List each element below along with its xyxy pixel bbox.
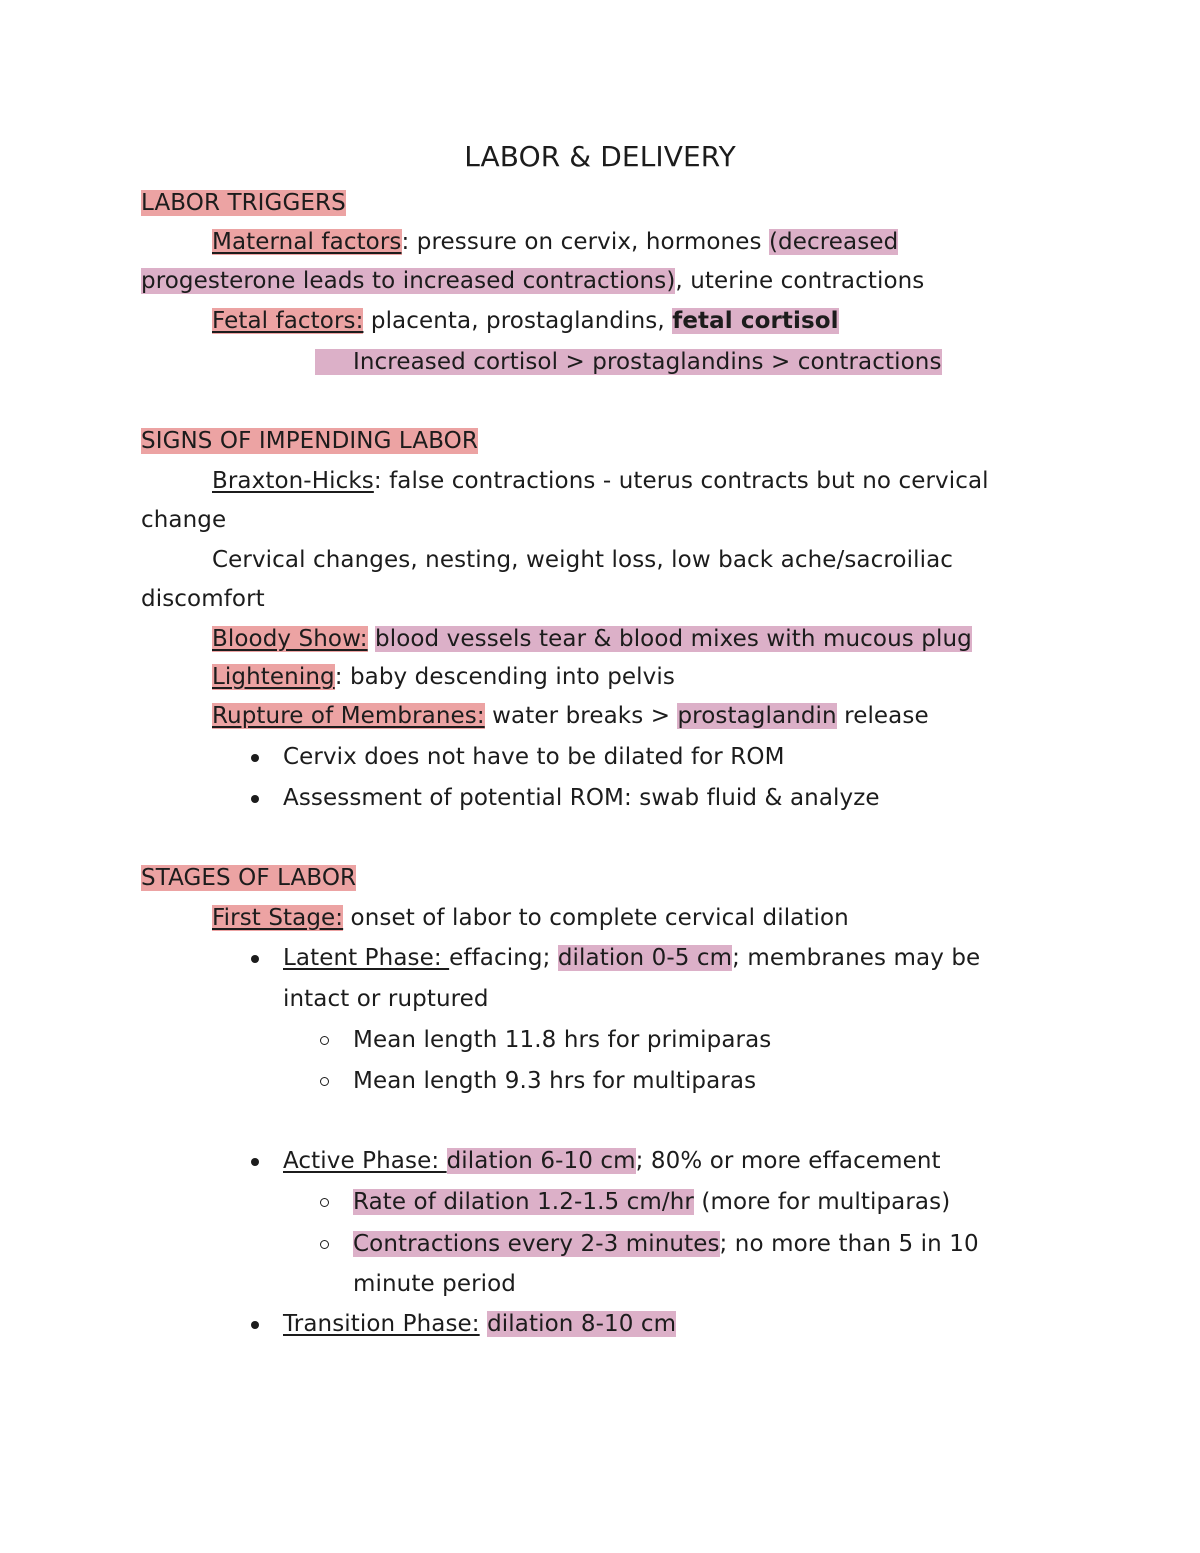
bullet-icon (251, 1158, 259, 1166)
transition-phase-line (283, 1309, 676, 1339)
latent-sub-2: Mean length 9.3 hrs for multiparas (353, 1068, 757, 1094)
fetal-bullet-item (315, 347, 942, 377)
latent-text: effacing; (449, 945, 558, 971)
bullet-icon (251, 754, 259, 762)
active-sub-2-line-2: minute period (353, 1271, 516, 1297)
rupture-text: water breaks > (484, 703, 678, 729)
lightening-label: Lightening (212, 664, 335, 690)
maternal-factors-line (212, 227, 898, 257)
active-text: ; 80% or more effacement (635, 1148, 941, 1174)
latent-text-2: ; membranes may be (732, 945, 981, 971)
bloody-show-highlight: blood vessels tear & blood mixes with mucous plug (375, 626, 972, 652)
fetal-factors-label: Fetal factors: (212, 308, 364, 334)
active-sub-2-text: ; no more than 5 in 10 (719, 1231, 979, 1257)
bullet-icon (251, 955, 259, 963)
bullet-icon (251, 1321, 259, 1329)
fetal-bullet-text: Increased cortisol > prostaglandins > contractions (315, 349, 942, 375)
cervical-changes-line-2: discomfort (141, 586, 265, 612)
latent-phase-label: Latent Phase: (283, 945, 450, 971)
maternal-text: : pressure on cervix, hormones (401, 229, 769, 255)
latent-phase-line (283, 943, 980, 973)
rupture-line (212, 701, 929, 731)
lightening-text: : baby descending into pelvis (334, 664, 675, 690)
rupture-label: Rupture of Membranes: (212, 703, 485, 729)
heading-text: LABOR TRIGGERS (141, 190, 346, 216)
maternal-text-2: , uterine contractions (675, 268, 925, 294)
latent-sub-1: Mean length 11.8 hrs for primiparas (353, 1027, 772, 1053)
active-phase-label: Active Phase: (283, 1148, 447, 1174)
circle-bullet-icon (320, 1077, 329, 1086)
fetal-text: placenta, prostaglandins, (363, 308, 673, 334)
circle-bullet-icon (320, 1240, 329, 1249)
rupture-text-2: release (836, 703, 929, 729)
heading-text: STAGES OF LABOR (141, 865, 357, 891)
first-stage-label: First Stage: (212, 905, 344, 931)
braxton-hicks-line (212, 466, 989, 496)
page-title: LABOR & DELIVERY (464, 140, 736, 173)
active-sub-1-text: (more for multiparas) (693, 1189, 951, 1215)
active-highlight: dilation 6-10 cm (446, 1148, 636, 1174)
fetal-highlight: fetal cortisol (672, 308, 839, 334)
bloody-show-line (212, 624, 972, 654)
active-sub-2 (353, 1229, 979, 1259)
bloody-show-label: Bloody Show: (212, 626, 368, 652)
first-stage-text: onset of labor to complete cervical dilation (343, 905, 849, 931)
lightening-line (212, 662, 675, 692)
heading-text: SIGNS OF IMPENDING LABOR (141, 428, 478, 454)
rupture-highlight: prostaglandin (677, 703, 837, 729)
maternal-highlight: (decreased (768, 229, 899, 255)
braxton-hicks-line-2: change (141, 507, 227, 533)
first-stage-line (212, 903, 849, 933)
section-heading-stages (141, 863, 356, 893)
active-sub-1 (353, 1187, 950, 1217)
braxton-hicks-label: Braxton-Hicks (212, 468, 374, 494)
rom-bullet-1: Cervix does not have to be dilated for ROM (283, 744, 785, 770)
active-phase-line (283, 1146, 941, 1176)
section-heading-impending-labor (141, 426, 478, 456)
circle-bullet-icon (320, 1198, 329, 1207)
maternal-highlight-2: progesterone leads to increased contractions) (141, 268, 676, 294)
latent-phase-line-2: intact or ruptured (283, 986, 489, 1012)
transition-highlight: dilation 8-10 cm (487, 1311, 677, 1337)
rom-bullet-2: Assessment of potential ROM: swab fluid & analyze (283, 785, 880, 811)
fetal-factors-line (212, 306, 839, 336)
section-heading-labor-triggers (141, 188, 346, 218)
cervical-changes-line: Cervical changes, nesting, weight loss, low back ache/sacroiliac (212, 547, 954, 573)
maternal-factors-line-2 (141, 266, 924, 296)
active-sub-1-highlight: Rate of dilation 1.2-1.5 cm/hr (353, 1189, 694, 1215)
latent-highlight: dilation 0-5 cm (557, 945, 733, 971)
circle-bullet-icon (320, 1036, 329, 1045)
transition-phase-label: Transition Phase: (283, 1311, 480, 1337)
bullet-icon (251, 795, 259, 803)
active-sub-2-highlight: Contractions every 2-3 minutes (353, 1231, 720, 1257)
maternal-factors-label: Maternal factors (212, 229, 402, 255)
braxton-hicks-text: : false contractions - uterus contracts but no cervical (373, 468, 989, 494)
